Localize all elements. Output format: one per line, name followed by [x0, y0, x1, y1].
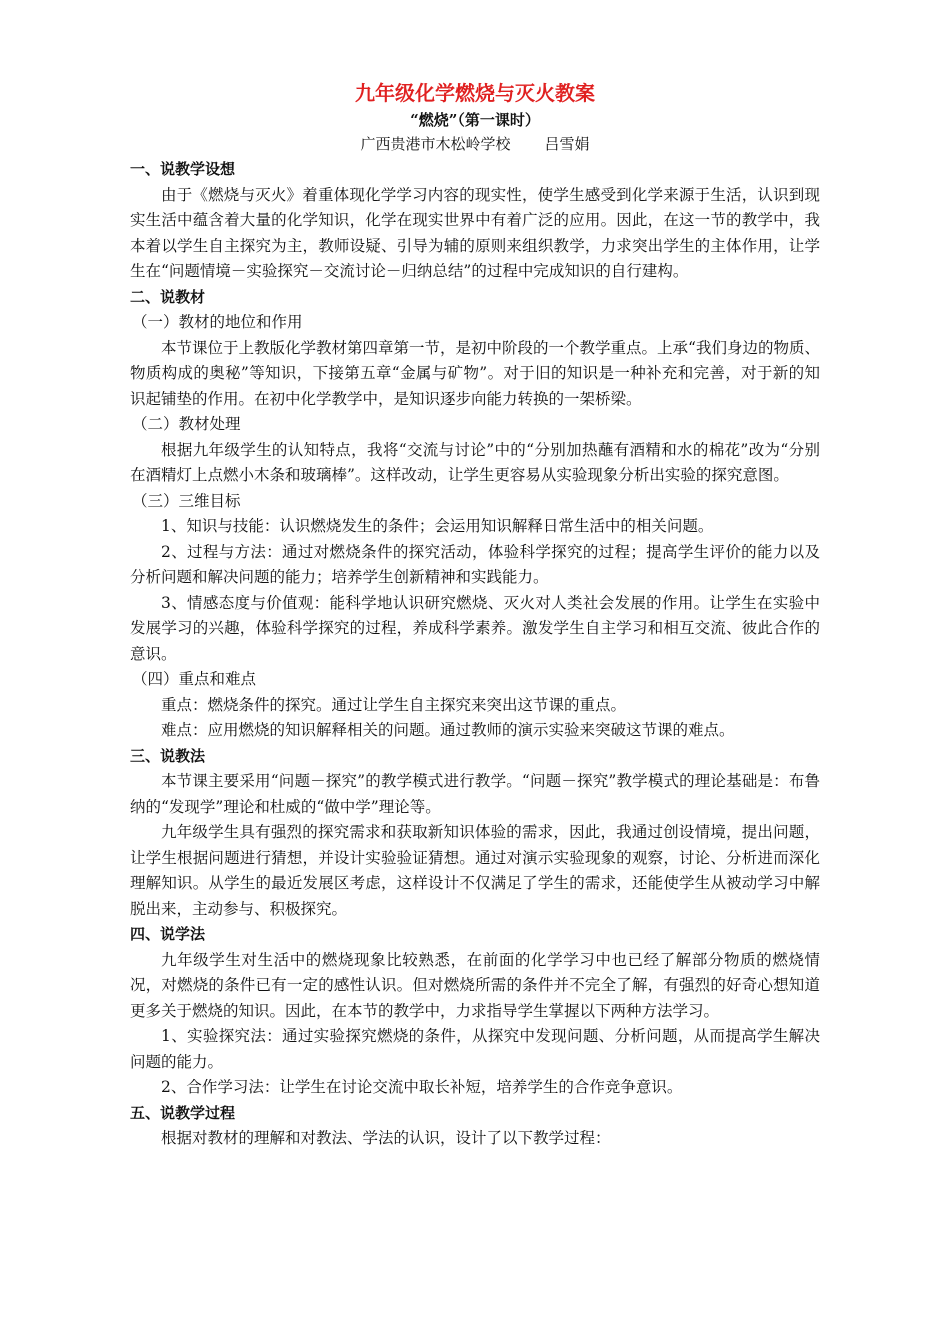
paragraph: 九年级学生具有强烈的探究需求和获取新知识体验的需求，因此，我通过创设情境，提出问题，让学生根据问题进行猜想，并设计实验验证猜想。通过对演示实验现象的观察，讨论、分析进而深化理解知识。从学生的最近发展区考虑，这样设计不仅满足了学生的需求，还能使学生从被动学习中解脱出来，主动参与、积极探究。 [130, 823, 820, 918]
subsection-heading: （二）教材处理 [132, 415, 241, 433]
key-point: 重点：燃烧条件的探究。通过让学生自主探究来突出这节课的重点。 [161, 695, 627, 714]
school-name: 广西贵港市木松岭学校 [360, 135, 511, 153]
paragraph: 根据对教材的理解和对教法、学法的认识，设计了以下教学过程： [161, 1129, 611, 1147]
section-heading-4: 四、说学法 [130, 925, 206, 943]
paragraph: 本节课位于上教版化学教材第四章第一节，是初中阶段的一个教学重点。上承“我们身边的物质、物质构成的奥秘”等知识，下接第五章“金属与矿物”。对于旧的知识是一种补充和完善，对于新的知识起铺垫的作用。在初中化学教学中，是知识逐步向能力转换的一架桥梁。 [130, 338, 820, 408]
goal-item: 1、知识与技能：认识燃烧发生的条件；会运用知识解释日常生活中的相关问题。 [161, 517, 714, 535]
document-page [130, 78, 820, 1152]
paragraph: 九年级学生对生活中的燃烧现象比较熟悉，在前面的化学学习中也已经了解部分物质的燃烧情况，对燃烧的条件已有一定的感性认识。但对燃烧所需的条件并不完全了解，有强烈的好奇心想知道更多关于燃烧的知识。因此，在本节的教学中，力求指导学生掌握以下两种方法学习。 [130, 950, 820, 1020]
paragraph: 根据九年级学生的认知特点，我将“交流与讨论”中的“分别加热蘸有酒精和水的棉花”改为“分别在酒精灯上点燃小木条和玻璃棒”。这样改动，让学生更容易从实验现象分析出实验的探究意图。 [130, 440, 820, 484]
paragraph: 由于《燃烧与灭火》着重体现化学学习内容的现实性，使学生感受到化学来源于生活，认识到现实生活中蕴含着大量的化学知识，化学在现实世界中有着广泛的应用。因此，在这一节的教学中，我本着以学生自主探究为主，教师设疑、引导为辅的原则来组织教学，力求突出学生的主体作用，让学生在“问题情境－实验探究－交流讨论－归纳总结”的过程中完成知识的自行建构。 [130, 185, 820, 280]
section-heading-5: 五、说教学过程 [130, 1103, 236, 1122]
section-heading-2: 二、说教材 [130, 287, 206, 306]
subsection-heading: （四）重点和难点 [132, 670, 257, 688]
method-item: 1、实验探究法：通过实验探究燃烧的条件，从探究中发现问题、分析问题，从而提高学生解决问题的能力。 [130, 1027, 820, 1071]
section-heading-3: 三、说教法 [130, 746, 206, 765]
goal-item: 3、情感态度与价值观：能科学地认识研究燃烧、灭火对人类社会发展的作用。让学生在实验中发展学习的兴趣，体验科学探究的过程，养成科学素养。激发学生自主学习和相互交流、彼此合作的意识。 [130, 593, 820, 663]
subsection-heading: （一）教材的地位和作用 [132, 313, 303, 331]
subsection-heading: （三）三维目标 [132, 491, 241, 510]
difficult-point: 难点：应用燃烧的知识解释相关的问题。通过教师的演示实验来突破这节课的难点。 [161, 721, 735, 739]
document-subtitle: “燃烧”（第一课时） [410, 111, 540, 129]
method-item: 2、合作学习法：让学生在讨论交流中取长补短，培养学生的合作竞争意识。 [161, 1078, 683, 1096]
author-line [130, 132, 820, 157]
section-heading-1: 一、说教学设想 [130, 160, 236, 178]
paragraph: 本节课主要采用“问题－探究”的教学模式进行教学。“问题－探究”教学模式的理论基础是：布鲁纳的“发现学”理论和杜威的“做中学”理论等。 [130, 772, 820, 816]
document-title: 九年级化学燃烧与灭火教案 [355, 81, 595, 105]
author-name: 吕雪娟 [544, 135, 590, 153]
goal-item: 2、过程与方法：通过对燃烧条件的探究活动，体验科学探究的过程；提高学生评价的能力以及分析问题和解决问题的能力；培养学生创新精神和实践能力。 [130, 542, 820, 586]
